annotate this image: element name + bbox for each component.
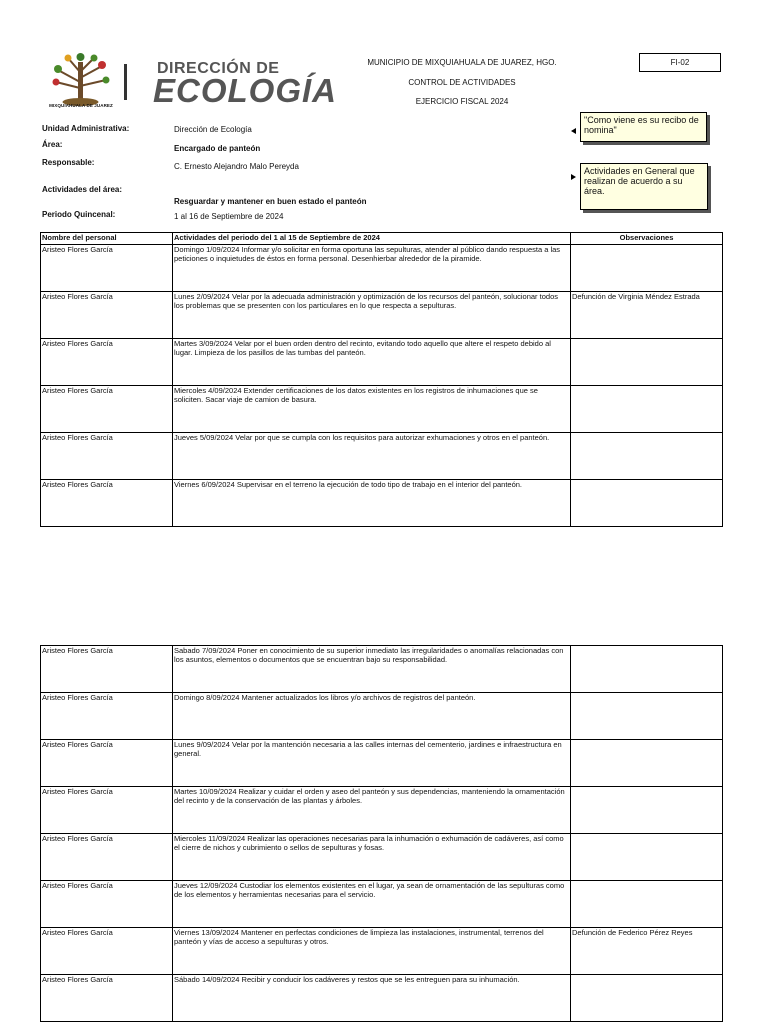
activities-table-page-2 xyxy=(40,645,723,1022)
name-cell: Aristeo Flores García xyxy=(41,928,173,975)
name-cell: Aristeo Flores García xyxy=(41,646,173,693)
activity-cell: Miercoles 4/09/2024 Extender certificaciones de los datos existentes en los registros de inhumaciones que se soliciten. Sacar viaje de camion de basura. xyxy=(173,386,571,433)
observation-cell xyxy=(571,693,723,740)
table-row xyxy=(41,386,723,433)
table-row xyxy=(41,292,723,339)
actividades-label: Actividades del área: xyxy=(42,185,123,194)
observation-cell xyxy=(571,339,723,386)
observation-cell xyxy=(571,480,723,527)
observation-cell xyxy=(571,834,723,881)
name-cell: Aristeo Flores García xyxy=(41,386,173,433)
responsable-value: C. Ernesto Alejandro Malo Pereyda xyxy=(174,162,299,171)
header-name: Nombre del personal xyxy=(41,233,173,245)
unidad-value: Dirección de Ecología xyxy=(174,125,252,134)
activity-cell: Domingo 1/09/2024 Informar y/o solicitar en forma oportuna las sepulturas, atender al público dando respuesta a las peticiones o inquietudes de éstos en forma personal. Desenhierbar alrededor de la piramide. xyxy=(173,245,571,292)
name-cell: Aristeo Flores García xyxy=(41,740,173,787)
note-pointer-icon xyxy=(571,128,576,134)
brand-line1: DIRECCIÓN DE xyxy=(157,60,280,77)
table-row xyxy=(41,881,723,928)
activities-table-page-1 xyxy=(40,232,723,527)
activity-cell: Jueves 5/09/2024 Velar por que se cumpla con los requisitos para autorizar exhumaciones y otros en el panteón. xyxy=(173,433,571,480)
activity-cell: Viernes 13/09/2024 Mantener en perfectas condiciones de limpieza las instalaciones, instrumental, terrenos del panteón y vías de acceso a sepulturas y otros. xyxy=(173,928,571,975)
observation-cell xyxy=(571,646,723,693)
name-cell: Aristeo Flores García xyxy=(41,433,173,480)
area-value: Encargado de panteón xyxy=(174,144,261,153)
table-row xyxy=(41,787,723,834)
activity-cell: Miercoles 11/09/2024 Realizar las operaciones necesarias para la inhumación o exhumación de cadáveres, así como el cierre de nichos y cubrimiento o sellos de sepulturas y fosas. xyxy=(173,834,571,881)
activity-cell: Domingo 8/09/2024 Mantener actualizados los libros y/o archivos de registros del panteón. xyxy=(173,693,571,740)
activity-cell: Sabado 7/09/2024 Poner en conocimiento de su superior inmediato las irregularidades o anomalías relacionadas con los asuntos, elementos o documentos que se encuentran bajo su responsabilidad. xyxy=(173,646,571,693)
tree-logo-icon xyxy=(42,52,120,110)
table-row xyxy=(41,433,723,480)
comment-note-1[interactable]: "Como viene es su recibo de nomina" xyxy=(580,112,707,142)
observation-cell xyxy=(571,787,723,834)
observation-cell: Defunción de Virginia Méndez Estrada xyxy=(571,292,723,339)
logo-divider xyxy=(124,64,127,100)
logo-caption: MIXQUIAHUALA DE JUAREZ xyxy=(49,103,113,108)
observation-cell xyxy=(571,975,723,1022)
name-cell: Aristeo Flores García xyxy=(41,292,173,339)
name-cell: Aristeo Flores García xyxy=(41,975,173,1022)
table-row xyxy=(41,339,723,386)
responsable-label: Responsable: xyxy=(42,158,95,167)
observation-cell xyxy=(571,245,723,292)
periodo-label: Periodo Quincenal: xyxy=(42,210,116,219)
activity-cell: Sábado 14/09/2024 Recibir y conducir los cadáveres y restos que se les entreguen para su inhumación. xyxy=(173,975,571,1022)
observation-cell: Defunción de Federico Pérez Reyes xyxy=(571,928,723,975)
control-heading: CONTROL DE ACTIVIDADES xyxy=(408,78,516,87)
activity-cell: Lunes 2/09/2024 Velar por la adecuada administración y optimización de los recursos del panteón, solucionar todos los problemas que se presenten con los particulares en lo que respecta a sepulturas. xyxy=(173,292,571,339)
header-observations: Observaciones xyxy=(571,233,723,245)
form-code: FI-02 xyxy=(639,53,721,72)
name-cell: Aristeo Flores García xyxy=(41,881,173,928)
brand-line2: ECOLOGÍA xyxy=(153,72,338,109)
name-cell: Aristeo Flores García xyxy=(41,787,173,834)
activity-cell: Jueves 12/09/2024 Custodiar los elementos existentes en el lugar, ya sean de ornamentación de las sepulturas como de los elementos y herramientas necesarias para el servicio. xyxy=(173,881,571,928)
activity-cell: Martes 3/09/2024 Velar por el buen orden dentro del recinto, evitando todo aquello que altere el respeto debido al lugar. Limpieza de los pasillos de las tumbas del panteón. xyxy=(173,339,571,386)
name-cell: Aristeo Flores García xyxy=(41,834,173,881)
municipality-heading: MUNICIPIO DE MIXQUIAHUALA DE JUAREZ, HGO. xyxy=(367,58,557,67)
observation-cell xyxy=(571,386,723,433)
activity-cell: Viernes 6/09/2024 Supervisar en el terreno la ejecución de todo tipo de trabajo en el interior del panteón. xyxy=(173,480,571,527)
observation-cell xyxy=(571,433,723,480)
comment-note-2[interactable]: Actividades en General que realizan de acuerdo a su área. xyxy=(580,163,708,210)
name-cell: Aristeo Flores García xyxy=(41,339,173,386)
name-cell: Aristeo Flores García xyxy=(41,693,173,740)
table-row xyxy=(41,480,723,527)
table-row xyxy=(41,975,723,1022)
table-row xyxy=(41,693,723,740)
fiscal-heading: EJERCICIO FISCAL 2024 xyxy=(415,97,509,106)
table-row xyxy=(41,928,723,975)
header-activities: Actividades del periodo del 1 al 15 de Septiembre de 2024 xyxy=(173,233,571,245)
table-row xyxy=(41,245,723,292)
table-row xyxy=(41,834,723,881)
table-header-row xyxy=(41,233,723,245)
area-label: Área: xyxy=(42,140,63,149)
table-row xyxy=(41,740,723,787)
periodo-value: 1 al 16 de Septiembre de 2024 xyxy=(174,212,284,221)
unidad-label: Unidad Administrativa: xyxy=(42,124,130,133)
observation-cell xyxy=(571,740,723,787)
actividades-value: Resguardar y mantener en buen estado el panteón xyxy=(174,197,367,206)
activity-cell: Martes 10/09/2024 Realizar y cuidar el orden y aseo del panteón y sus dependencias, manteniendo la ornamentación del recinto y de la conservación de las plantas y árboles. xyxy=(173,787,571,834)
name-cell: Aristeo Flores García xyxy=(41,480,173,527)
table-row xyxy=(41,646,723,693)
activity-cell: Lunes 9/09/2024 Velar por la mantención necesaria a las calles internas del cementerio, jardines e infraestructura en general. xyxy=(173,740,571,787)
name-cell: Aristeo Flores García xyxy=(41,245,173,292)
observation-cell xyxy=(571,881,723,928)
note-pointer-icon xyxy=(571,174,576,180)
